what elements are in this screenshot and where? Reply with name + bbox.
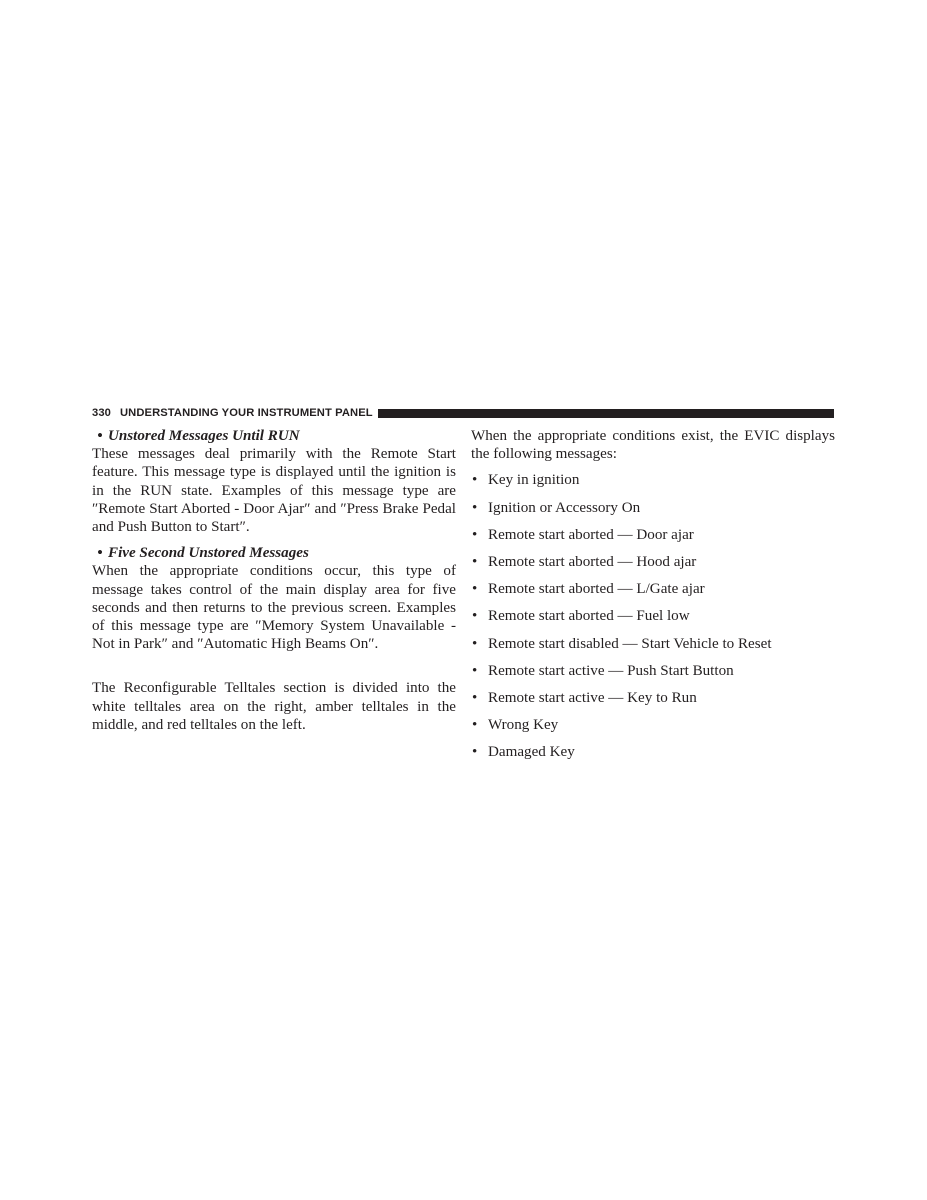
bullet-icon: • — [472, 690, 478, 707]
list-item-text: Damaged Key — [488, 744, 575, 761]
list-item-text: Wrong Key — [488, 717, 559, 734]
list-item — [471, 580, 835, 598]
evic-message-list — [471, 471, 835, 761]
list-item — [471, 607, 835, 625]
paragraph-telltales: The Reconfigurable Telltales section is divided into the white telltales area on the right, amber telltales in the middle, and red telltales on the left. — [92, 680, 456, 733]
list-item-text: Ignition or Accessory On — [488, 499, 641, 516]
right-column — [471, 427, 835, 771]
subheading-text: Unstored Messages Until RUN — [108, 428, 300, 444]
paragraph-five-second: When the appropriate conditions occur, this type of message takes control of the main display area for five seconds and then returns to the previous screen. Examples of this message type are ″Memory System Unavailable - Not in Park″ and ″Automatic High Beams On″. — [92, 563, 456, 653]
list-item — [471, 662, 835, 680]
bullet-icon: • — [472, 554, 478, 571]
bullet-icon: • — [97, 428, 103, 444]
list-item-text: Remote start disabled — Start Vehicle to Reset — [488, 635, 772, 652]
bullet-icon: • — [472, 472, 478, 489]
bullet-icon: • — [472, 581, 478, 598]
bullet-icon: • — [472, 662, 478, 679]
page-header — [92, 406, 834, 420]
section-title: UNDERSTANDING YOUR INSTRUMENT PANEL — [119, 407, 373, 419]
header-rule — [378, 409, 834, 418]
list-item-text: Remote start aborted — L/Gate ajar — [488, 581, 705, 598]
paragraph-unstored-until-run: These messages deal primarily with the Remote Start feature. This message type is displayed until the ignition is in the RUN state. Examples of this message type are ″Remote Start Aborted - Door Ajar″ and ″Press Brake Pedal and Push Button to Start″. — [92, 446, 456, 536]
list-item-text: Remote start aborted — Door ajar — [488, 526, 694, 543]
bullet-icon: • — [472, 744, 478, 761]
bullet-icon: • — [472, 717, 478, 734]
bullet-icon: • — [472, 635, 478, 652]
bullet-icon: • — [472, 608, 478, 625]
list-item-text: Remote start aborted — Hood ajar — [488, 554, 697, 571]
subheading-text: Five Second Unstored Messages — [108, 545, 309, 562]
list-item-text: Remote start active — Key to Run — [488, 690, 697, 707]
list-item — [471, 716, 835, 734]
bullet-icon: • — [97, 545, 103, 562]
list-item — [471, 526, 835, 544]
list-item — [471, 689, 835, 707]
list-item — [471, 471, 835, 489]
bullet-icon: • — [472, 499, 478, 516]
list-item — [471, 743, 835, 761]
list-item — [471, 553, 835, 571]
list-item — [471, 635, 835, 653]
subheading-unstored-until-run — [92, 427, 456, 445]
list-item — [471, 499, 835, 517]
left-column — [92, 427, 456, 734]
list-item-text: Remote start active — Push Start Button — [488, 662, 734, 679]
bullet-icon: • — [472, 526, 478, 543]
list-item-text: Key in ignition — [488, 472, 580, 489]
list-item-text: Remote start aborted — Fuel low — [488, 608, 690, 625]
evic-intro: When the appropriate conditions exist, the EVIC displays the following messages: — [471, 428, 835, 463]
page-number: 330 — [92, 407, 111, 419]
subheading-five-second — [92, 544, 456, 562]
